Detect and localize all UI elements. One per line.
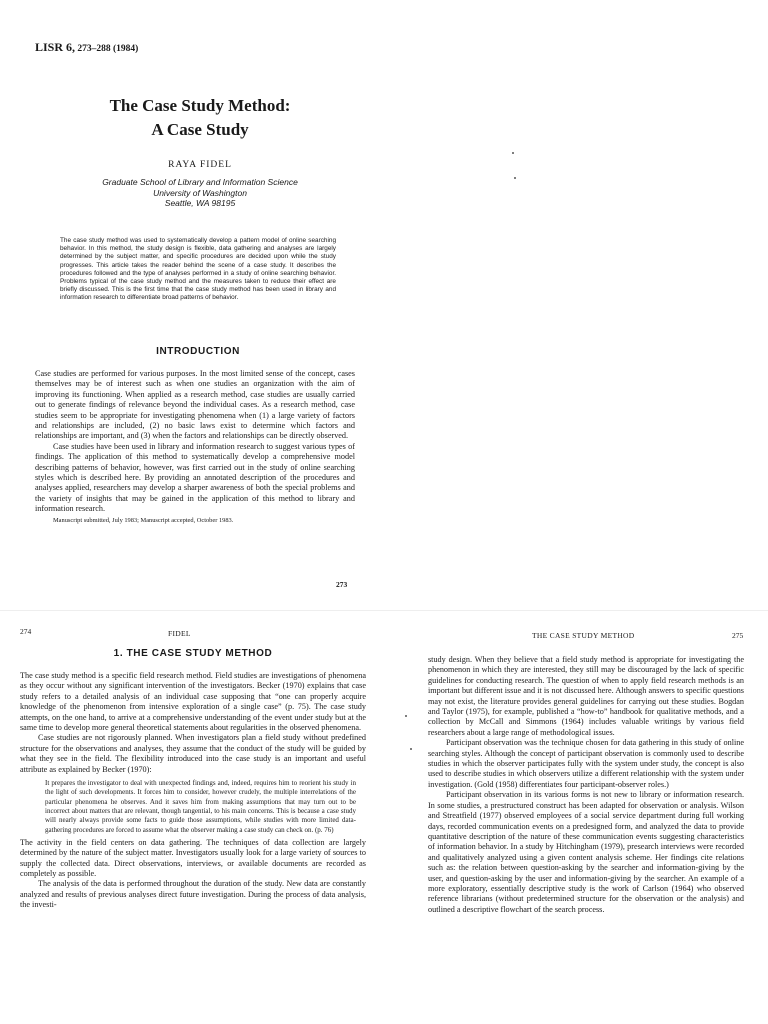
page-275-body bbox=[428, 655, 744, 915]
author-affiliation bbox=[0, 177, 400, 209]
abstract: The case study method was used to systematically develop a pattern model of online searching behavior. In this method, the study design is flexible, data gathering and analyses are largely determined by the subject matter, and specific procedures are decided upon while the study progresses. This article takes the reader behind the scene of a case study. It describes the procedures followed and the type of analyses performed in a study of online searching behavior. Problems typical of the case study method and the measures taken to reduce their effect are briefly discussed. This is the first time that the case study method has been used in library and information research to differentiate broad patterns of behavior. bbox=[60, 237, 336, 302]
paragraph: Participant observation in its various forms is not new to library or information research. In some studies, a prestructured construct has been adapted for observation or analysis. Wilson and Streatfield (1977) observed employees of a social service department during full working days, recorded communication events on a predesigned form, and analyzed the data to provide quantitative description of the nature of these communication events suggesting characteristics of information behavior. In a study by Hitchingham (1979), presearch interviews were recorded and qualitatively analyzed using a given content analysis scheme. Her findings cite relations such as: the relation between question-asking by the searcher and information-giving by the user, and question-asking by the user and information-giving by the searcher. An example of a more exploratory, essentially descriptive study is the work of Carlson (1964) who observed reference librarians (without predetermined structure for the observation or the analysis) and outlined a descriptive flowchart of the search process. bbox=[428, 790, 744, 914]
article-title-line-2: A Case Study bbox=[151, 120, 249, 139]
paragraph: Case studies are not rigorously planned. When investigators plan a field study without predefined structure for the observations and analyses, they assume that the conduct of the study will be guided by what they see in the field. The flexibility introduced into the case study is an important and useful attribute as explained by Becker (1970): bbox=[20, 733, 366, 774]
paragraph: Case studies have been used in library and information research to suggest various types of findings. The application of this method to systematically develop a comprehensive model describing patterns of behavior, however, was first carried out in the study of online searching styles which is described here. By providing an annotated description of the procedures and analyses applied, researchers may develop a sharper awareness of both the special problems and the variety of insights that may be gained in the application of this method to library and information research. bbox=[35, 441, 355, 514]
case-study-method-body bbox=[20, 671, 366, 911]
section-heading-case-study-method: 1. THE CASE STUDY METHOD bbox=[113, 648, 273, 659]
article-title-line-1: The Case Study Method: bbox=[109, 96, 291, 115]
paragraph: Participant observation was the technique chosen for data gathering in this study of online searching styles. Although the concept of participant observation is commonly used to describe studies in which the observer participates fully with the system under study, the concept is also used to describe studies in which observers utilize a different relationship with the system under investigation. (Gold (1958) differentiates four participant-observer roles.) bbox=[428, 738, 744, 789]
block-quote: It prepares the investigator to deal with unexpected findings and, indeed, requires him to reorient his study in the light of such developments. It forces him to consider, however crudely, the multiple interrelations of the particular phenomena he observes. And it saves him from making assumptions that may turn out to be incorrect about matters that are relevant, though tangential, to his main concerns. This is because a case study will nearly always provide some facts to guide those assumptions, while studies with more limited data-gathering procedures are forced to assume what the observer making a case study can check on. (p. 76) bbox=[45, 779, 356, 834]
citation-journal: LISR 6, bbox=[35, 40, 76, 54]
introduction-body bbox=[35, 369, 355, 526]
paragraph: The case study method is a specific field research method. Field studies are investigations of phenomena as they occur without any significant intervention of the investigators. Becker (1970) explains that case study refers to a detailed analysis of an individual case supposing that “one can properly acquire knowledge of the phenomenon from intensive exploration of a single case” (p. 75). The case study attempts, on the one hand, to arrive at a comprehensive understanding of the event under study but at the same time to develop more general theoretical statements about regularities in the observed phenomena. bbox=[20, 671, 366, 733]
journal-citation bbox=[35, 40, 138, 55]
paragraph: The analysis of the data is performed throughout the duration of the study. New data are constantly analyzed and results of previous analyses direct future investigation. During the process of data analysis, the investi- bbox=[20, 879, 366, 910]
affiliation-line: Graduate School of Library and Information Science bbox=[102, 177, 298, 187]
page-number: 274 bbox=[20, 627, 32, 636]
scan-speck bbox=[514, 177, 516, 179]
running-head: FIDEL bbox=[168, 629, 191, 638]
section-heading-introduction: INTRODUCTION bbox=[156, 346, 240, 357]
page-number: 273 bbox=[336, 580, 348, 589]
scan-speck bbox=[410, 748, 412, 750]
citation-volume-pages: 273–288 (1984) bbox=[75, 44, 139, 54]
author-name: RAYA FIDEL bbox=[168, 160, 232, 170]
paragraph: The activity in the field centers on data gathering. The techniques of data collection are largely determined by the nature of the subject matter. Investigators usually look for a large variety of sources to supply the collected data. Direct observations, interviews, or available documents are recorded as completely as possible. bbox=[20, 837, 366, 879]
manuscript-footnote: Manuscript submitted, July 1983; Manuscript accepted, October 1983. bbox=[53, 516, 234, 524]
scan-speck bbox=[512, 152, 514, 154]
paragraph: study design. When they believe that a field study method is appropriate for investigating the phenomenon in which they are interested, they still may be discouraged by the lack of specific guidelines for conducting research. The question of when to apply field research methods is an important but different issue and it is not discussed here. Although answers to specific questions may not exist, the literature provides general guidelines for carrying out these studies. Bogdan and Taylor (1975), for example, published a “how-to” handbook for qualitative methods, and a collection by McCall and Simmons (1964) includes valuable writings by various field researchers about a large range of methodological issues. bbox=[428, 655, 744, 737]
scan-speck bbox=[405, 715, 407, 717]
affiliation-line: Seattle, WA 98195 bbox=[164, 198, 236, 208]
paragraph: Case studies are performed for various purposes. In the most limited sense of the concept, cases themselves may be of interest such as when one studies an organization with the aim of improving its functioning. When applied as a research method, case studies are usually carried out to generate findings of relevance beyond the individual cases. As a research method, case studies seem to be appropriate for investigating phenomena when (1) a large variety of factors and relationships are included, (2) no basic laws exist to determine which factors and relationships are important, and (3) when the factors and relationships can be directly observed. bbox=[35, 369, 355, 441]
running-head: THE CASE STUDY METHOD bbox=[532, 631, 635, 640]
affiliation-line: University of Washington bbox=[153, 187, 247, 198]
page-gap-divider bbox=[0, 610, 768, 611]
page-number: 275 bbox=[732, 631, 744, 640]
